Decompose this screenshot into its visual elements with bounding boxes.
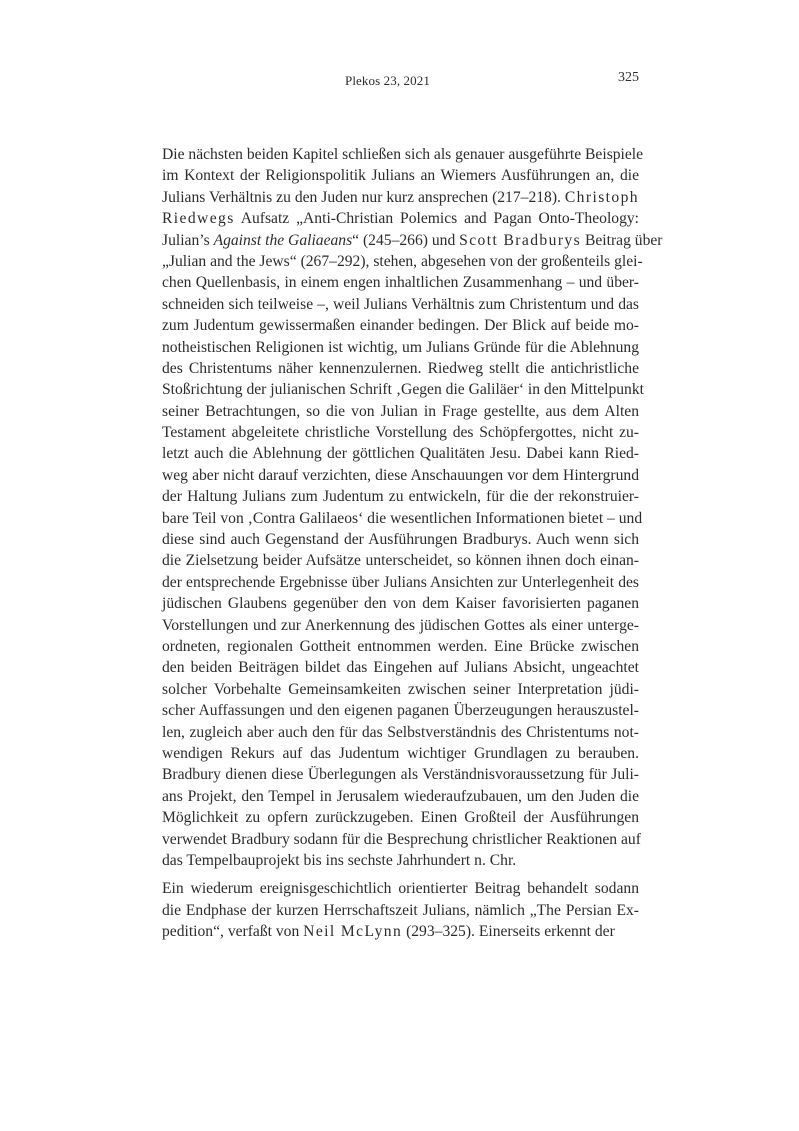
text-line	[162, 572, 639, 593]
text-line	[162, 921, 639, 942]
running-title: Plekos 23, 2021	[345, 73, 430, 88]
author-name: Christoph	[564, 188, 639, 206]
text-segment: “ (245–266) und	[352, 231, 460, 249]
paragraph-gap	[162, 871, 639, 878]
text-line	[162, 764, 639, 785]
text-segment: chen Quellenbasis, in einem engen inhaltlichen Zusammenhang – und über-	[162, 274, 639, 292]
text-segment: ordneten, regionalen Gottheit entnommen werden. Eine Brücke zwischen	[162, 637, 639, 655]
text-segment: weg aber nicht darauf verzichten, diese Anschauungen vor dem Hintergrund	[162, 466, 639, 484]
text-line	[162, 878, 639, 899]
text-segment: zum Judentum gewissermaßen einander bedingen. Der Blick auf beide mo-	[162, 317, 639, 335]
text-segment: Stoßrichtung der julianischen Schrift ‚Gegen die Galiläer‘ in den Mittelpunkt	[162, 381, 644, 399]
text-segment: Julians Verhältnis zu den Juden nur kurz ansprechen (217–218).	[162, 188, 565, 206]
author-name: Scott Bradburys	[459, 231, 582, 249]
page-number: 325	[618, 70, 639, 85]
text-segment: (293–325). Einerseits erkennt der	[402, 923, 615, 941]
text-segment: schneiden sich teilweise –, weil Julians Verhältnis zum Christentum und das	[162, 295, 639, 313]
text-line	[162, 251, 643, 272]
text-segment: des Christentums näher kennenzulernen. Riedweg stellt die antichristliche	[162, 359, 639, 377]
text-line	[162, 144, 644, 165]
text-line	[162, 615, 639, 636]
text-line	[162, 272, 639, 293]
text-line	[162, 230, 663, 251]
text-segment: seiner Betrachtungen, so die von Julian in Frage gestellte, aus dem Alten	[162, 402, 639, 420]
text-segment: notheistischen Religionen ist wichtig, um Julians Gründe für die Ablehnung	[162, 338, 639, 356]
text-segment: „Julian and the Jews“ (267–292), stehen, abgesehen von der großenteils glei-	[162, 252, 643, 270]
text-line	[162, 700, 639, 721]
text-segment: ans Projekt, den Tempel in Jerusalem wiederaufzubauen, um den Juden die	[162, 787, 639, 805]
text-line	[162, 850, 639, 871]
text-line	[162, 465, 639, 486]
text-line	[162, 187, 639, 208]
text-line	[162, 401, 639, 422]
italic-title: Against the Galiaeans	[213, 231, 353, 249]
paragraph	[162, 144, 663, 871]
text-segment: Aufsatz „Anti-Christian Polemics and Pagan Onto-Theology:	[234, 210, 639, 228]
text-segment: im Kontext der Religionspolitik Julians an Wiemers Ausführungen an, die	[162, 167, 639, 185]
text-line	[162, 486, 639, 507]
text-segment: pedition“, verfaßt von	[162, 923, 304, 941]
text-line	[162, 636, 639, 657]
text-line	[162, 315, 639, 336]
text-segment: scher Auffassungen und den eigenen paganen Überzeugungen herauszustel-	[162, 702, 639, 720]
text-line	[162, 593, 639, 614]
text-line	[162, 443, 639, 464]
text-line	[162, 657, 639, 678]
text-segment: bare Teil von ‚Contra Galilaeos‘ die wesentlichen Informationen bietet – und	[162, 509, 643, 527]
text-segment: der entsprechende Ergebnisse über Julians Ansichten zur Unterlegenheit des	[162, 573, 639, 591]
text-line	[162, 550, 639, 571]
text-line	[162, 786, 639, 807]
text-segment: Möglichkeit zu opfern zurückzugeben. Einen Großteil der Ausführungen	[162, 809, 639, 827]
paragraph	[162, 878, 639, 942]
text-line	[162, 508, 643, 529]
text-segment: Die nächsten beiden Kapitel schließen sich als genauer ausgeführte Beispiele	[162, 146, 644, 163]
running-head	[0, 71, 799, 91]
text-segment: jüdischen Glaubens gegenüber den von dem Kaiser favorisierten paganen	[162, 595, 639, 613]
text-line	[162, 294, 639, 315]
text-segment: verwendet Bradbury sodann für die Besprechung christlicher Reaktionen auf	[162, 830, 641, 848]
text-segment: den beiden Beiträgen bildet das Eingehen auf Julians Absicht, ungeachtet	[162, 659, 639, 677]
text-segment: Ein wiederum ereignisgeschichtlich orientierter Beitrag behandelt sodann	[162, 880, 639, 898]
text-segment: solcher Vorbehalte Gemeinsamkeiten zwischen seiner Interpretation jüdi-	[162, 680, 639, 698]
text-line	[162, 679, 639, 700]
text-segment: letzt auch die Ablehnung der göttlichen Qualitäten Jesu. Dabei kann Ried-	[162, 445, 639, 463]
text-line	[162, 900, 639, 921]
text-line	[162, 829, 639, 850]
text-line	[162, 807, 639, 828]
text-line	[162, 529, 639, 550]
text-line	[162, 722, 639, 743]
text-segment: die Endphase der kurzen Herrschaftszeit Julians, nämlich „The Persian Ex-	[162, 901, 639, 919]
text-segment: diese sind auch Gegenstand der Ausführungen Bradburys. Auch wenn sich	[162, 531, 639, 549]
text-line	[162, 208, 639, 229]
text-segment: der Haltung Julians zum Judentum zu entwickeln, für die der rekonstruier-	[162, 488, 639, 506]
text-segment: das Tempelbauprojekt bis ins sechste Jahrhundert n. Chr.	[162, 851, 517, 869]
text-line	[162, 743, 639, 764]
text-line	[162, 422, 639, 443]
text-line	[162, 337, 639, 358]
text-line	[162, 358, 639, 379]
text-segment: Julian’s	[162, 231, 214, 249]
text-segment: Testament abgeleitete christliche Vorstellung des Schöpfergottes, nicht zu-	[162, 424, 639, 442]
text-segment: Beitrag über	[581, 231, 663, 249]
text-segment: Vorstellungen und zur Anerkennung des jüdischen Gottes als einer unterge-	[162, 616, 639, 634]
text-segment: len, zugleich aber auch den für das Selbstverständnis des Christentums not-	[162, 723, 639, 741]
text-segment: die Zielsetzung beider Aufsätze unterscheidet, so können ihnen doch einan-	[162, 552, 639, 570]
author-name: Riedwegs	[162, 210, 235, 228]
text-line	[162, 165, 639, 186]
text-line	[162, 379, 644, 400]
body-text	[162, 144, 663, 942]
text-segment: Bradbury dienen diese Überlegungen als Verständnisvoraussetzung für Juli-	[162, 766, 639, 784]
text-segment: wendigen Rekurs auf das Judentum wichtiger Grundlagen zu berauben.	[162, 744, 639, 762]
author-name: Neil McLynn	[303, 923, 403, 941]
